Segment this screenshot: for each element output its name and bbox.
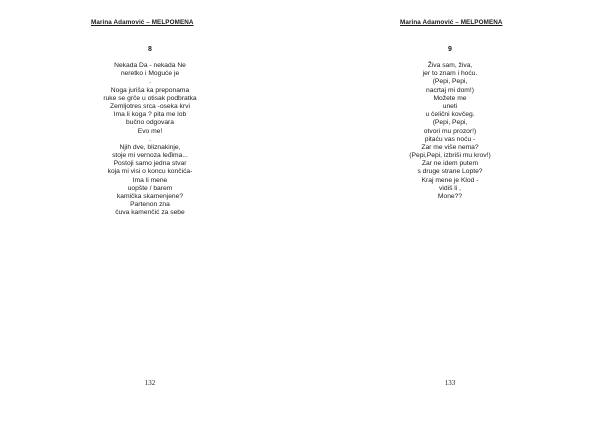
- poem-line: koja mi visi o koncu končića-: [107, 168, 193, 176]
- poem-line: vidiš li ,: [439, 184, 461, 192]
- running-header: Marina Adamović – MELPOMENA: [91, 19, 194, 26]
- poem-line: Možete me: [433, 94, 467, 102]
- poem-line: Zar ne idem putem: [421, 160, 479, 168]
- poem-line: Nekada Da - nekada Ne: [114, 62, 186, 69]
- page-number: 133: [444, 379, 456, 387]
- poem-line: stoje mi vernoza leđima...: [112, 152, 188, 160]
- poem-line: Njih dve, bliznakinje,: [119, 143, 181, 151]
- poem-line: Partenon zna: [130, 201, 170, 209]
- poem-line: .: [149, 135, 151, 143]
- poem-line: Zar me više nema?: [421, 143, 479, 151]
- poem-number: 9: [448, 46, 452, 53]
- poem-line: Noga juriša ka preponama: [110, 86, 190, 94]
- running-header: Marina Adamović – MELPOMENA: [400, 19, 503, 26]
- poem-line: (Pepi, Pepi,: [432, 78, 468, 86]
- poem-line: s druge strane Lopte?: [417, 168, 483, 176]
- poem-text: [300, 62, 600, 201]
- poem-line: otvori mu prozor!): [423, 127, 477, 135]
- poem-line: (Pepi, Pepi,: [432, 119, 468, 127]
- poem-line: ruke se grče u otisak podbratka: [103, 94, 197, 102]
- poem-line: Ima li koga ? pita me lob: [113, 111, 187, 119]
- poem-text: [0, 62, 300, 218]
- poem-line: (Pepi,Pepi, izbriši mu krov!): [409, 152, 491, 160]
- poem-number: 8: [148, 46, 152, 53]
- poem-line: bučno odgovara: [126, 119, 174, 127]
- poem-line: Mone??: [437, 193, 463, 200]
- poem-line: čuva kamenčić za sebe: [115, 209, 185, 217]
- poem-line: u čelični kovčeg.: [425, 111, 475, 119]
- right-page: [300, 0, 600, 425]
- poem-line: uopšte / barem: [127, 184, 173, 192]
- poem-line: neretko i Moguće je: [120, 70, 180, 78]
- poem-line: Zemljotres srca -oseka krvi: [110, 102, 190, 110]
- poem-line: kamička skamenjene?: [116, 193, 184, 200]
- poem-line: jer to znam i hoću.: [422, 70, 478, 78]
- page-number: 132: [144, 379, 156, 387]
- poem-line: pitaću vas noću -: [424, 135, 476, 143]
- poem-line: Živa sam, živa,: [427, 62, 473, 69]
- poem-line: .: [149, 78, 151, 86]
- poem-line: nacrtaj mi dom!): [426, 86, 474, 94]
- poem-line: Evo me!: [137, 127, 163, 135]
- poem-line: uneti: [442, 102, 458, 110]
- poem-line: Kraj mene je Klod -: [421, 176, 479, 184]
- poem-line: Postoji samo jedna stvar: [113, 160, 187, 168]
- poem-line: Ima li mene: [132, 176, 168, 184]
